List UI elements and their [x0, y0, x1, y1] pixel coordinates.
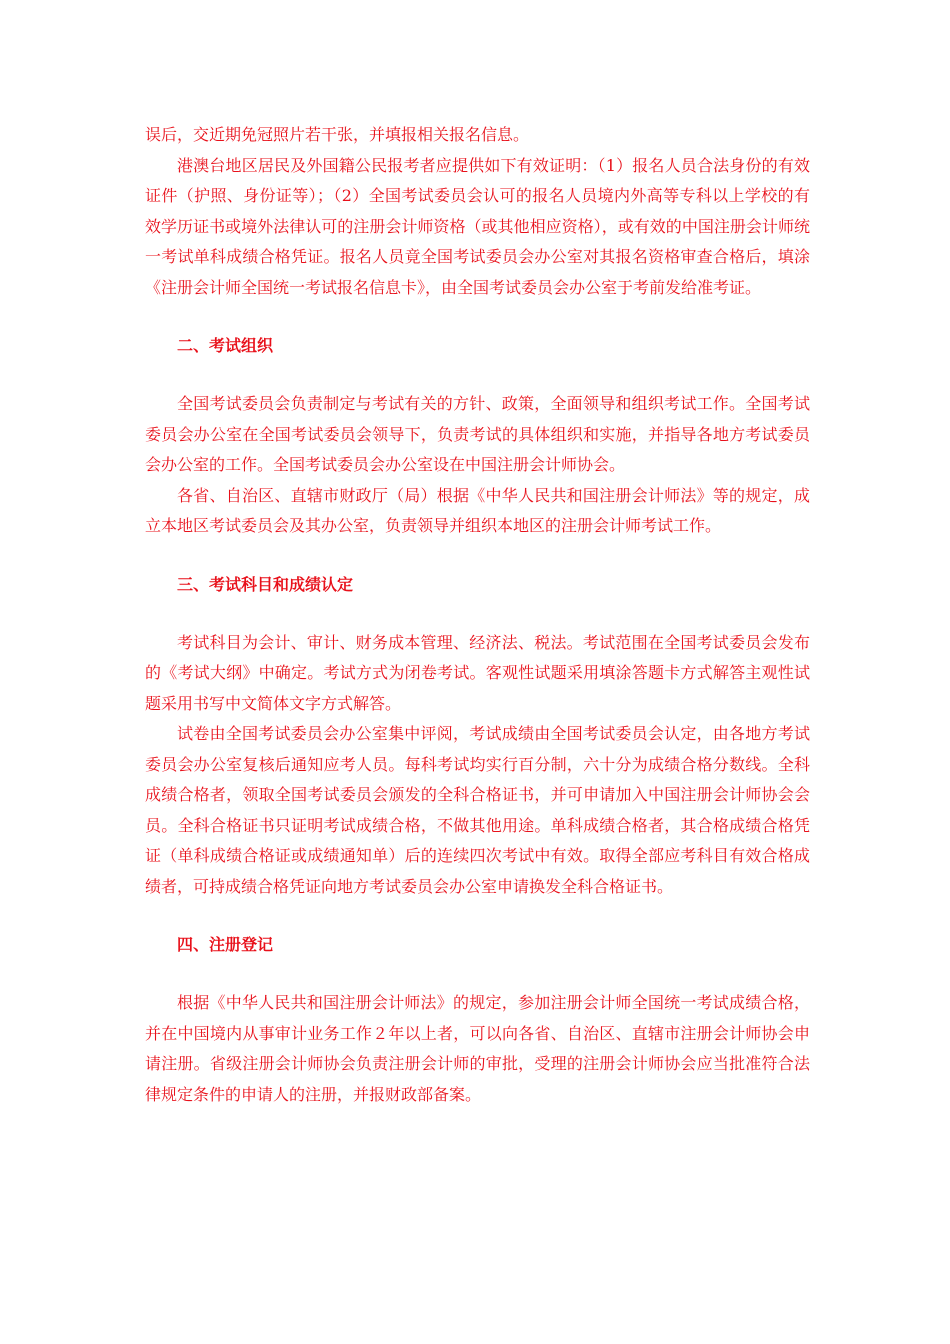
registration-paragraph-1: 根据《中华人民共和国注册会计师法》的规定，参加注册会计师全国统一考试成绩合格，并在中国境内从事审计业务工作２年以上者，可以向各省、自治区、直辖市注册会计师协会申请注册。省级注册会计师协会负责注册会计师的审批，受理的注册会计师协会应当批准符合法律规定条件的申请人的注册，并报财政部备案。 [145, 993, 810, 1104]
exam-organization-paragraph-2: 各省、自治区、直辖市财政厅（局）根据《中华人民共和国注册会计师法》等的规定，成立本地区考试委员会及其办公室，负责领导并组织本地区的注册会计师考试工作。 [145, 485, 810, 535]
subjects-paragraph-1: 考试科目为会计、审计、财务成本管理、经济法、税法。考试范围在全国考试委员会发布的《考试大纲》中确定。考试方式为闭卷考试。客观性试题采用填涂答题卡方式解答主观性试题采用书写中文简体文字方式解答。 [145, 632, 810, 713]
document-body [145, 120, 810, 1110]
intro-paragraph-2: 港澳台地区居民及外国籍公民报考者应提供如下有效证明：（1）报名人员合法身份的有效证件（护照、身份证等）；（2）全国考试委员会认可的报名人员境内外高等专科以上学校的有效学历证书或境外法律认可的注册会计师资格（或其他相应资格），或有效的中国注册会计师统一考试单科成绩合格凭证。报名人员竟全国考试委员会办公室对其报名资格审查合格后，填涂《注册会计师全国统一考试报名信息卡》，由全国考试委员会办公室于考前发给准考证。 [145, 155, 810, 297]
section-heading-exam-organization: 二、考试组织 [177, 336, 274, 355]
exam-organization-paragraph-1: 全国考试委员会负责制定与考试有关的方针、政策，全面领导和组织考试工作。全国考试委员会办公室在全国考试委员会领导下，负责考试的具体组织和实施，并指导各地方考试委员会办公室的工作。全国考试委员会办公室设在中国注册会计师协会。 [145, 394, 810, 474]
section-heading-subjects-and-scores: 三、考试科目和成绩认定 [177, 574, 354, 594]
section-heading-registration: 四、注册登记 [177, 935, 274, 954]
intro-paragraph-1: 误后，交近期免冠照片若干张，并填报相关报名信息。 [145, 125, 530, 144]
subjects-paragraph-2: 试卷由全国考试委员会办公室集中评阅，考试成绩由全国考试委员会认定，由各地方考试委员会办公室复核后通知应考人员。每科考试均实行百分制，六十分为成绩合格分数线。全科成绩合格者，领取全国考试委员会颁发的全科合格证书，并可申请加入中国注册会计师协会会员。全科合格证书只证明考试成绩合格，不做其他用途。单科成绩合格者，其合格成绩合格凭证（单科成绩合格证或成绩通知单）后的连续四次考试中有效。取得全部应考科目有效合格成绩者，可持成绩合格凭证向地方考试委员会办公室申请换发全科合格证书。 [145, 724, 810, 896]
